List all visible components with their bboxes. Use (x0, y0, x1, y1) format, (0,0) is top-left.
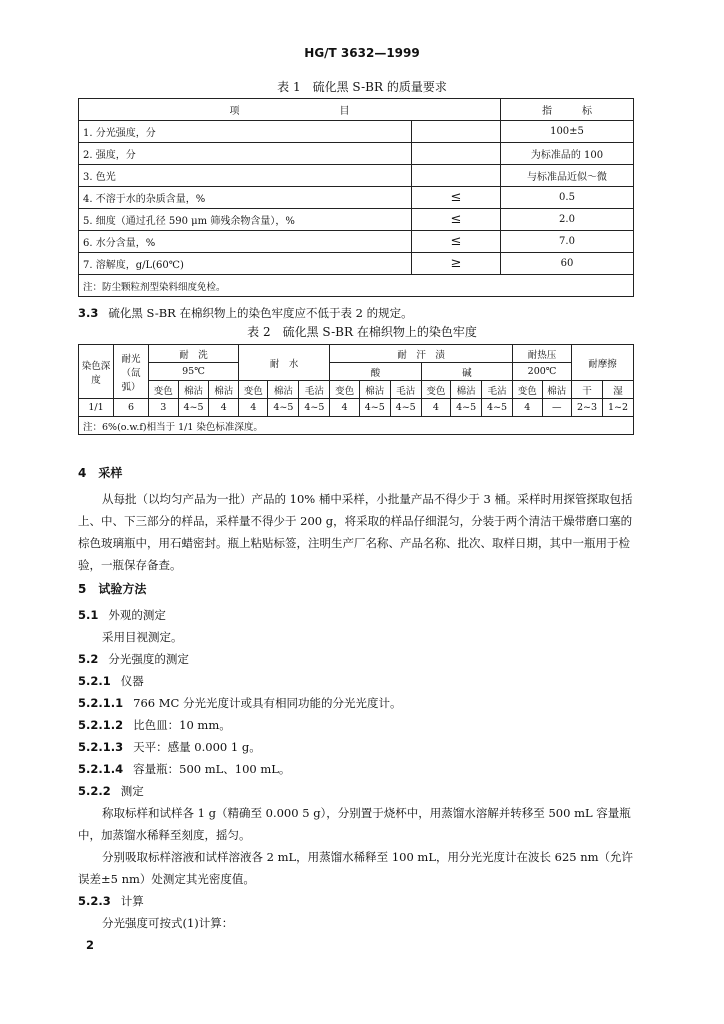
table-row: 2. 强度，分 为标准品的 100 (79, 143, 634, 165)
section-5-2-2: 5.2.2 测定 (78, 784, 144, 798)
table-header-row (79, 363, 634, 381)
standard-header: HG/T 3632—1999 (304, 46, 420, 60)
header-wash-temp: 95℃ (149, 363, 239, 381)
header-alkali: 碱 (421, 363, 512, 381)
table1-caption: 表 1 硫化黑 S-BR 的质量要求 (277, 80, 447, 94)
table2-note: 注：6%(o.w.f)相当于 1/1 染色标准深度。 (79, 417, 634, 435)
table2-caption: 表 2 硫化黑 S-BR 在棉织物上的染色牢度 (247, 325, 477, 339)
table-row: 1/1 6 3 4~5 4 4 4~5 4~5 4 4~5 4~5 4 4~5 4~5 4 — 2~3 1~2 (79, 399, 634, 417)
header-heat-temp: 200℃ (513, 363, 572, 381)
section-5-2-1-2: 5.2.1.2 比色皿：10 mm。 (78, 718, 231, 732)
section-5-2-3: 5.2.3 计算 (78, 894, 144, 908)
table-note-row (79, 417, 634, 435)
section-4-title: 4 采样 (78, 466, 123, 480)
section-5-2-1: 5.2.1 仪器 (78, 674, 144, 688)
table1-note: 注：防尘颗粒剂型染料细度免检。 (79, 275, 634, 297)
section-5-2-1-3: 5.2.1.3 天平：感量 0.000 1 g。 (78, 740, 261, 754)
color-fastness-table (78, 344, 634, 435)
header-item: 项 目 (79, 99, 501, 121)
quality-requirements-table (78, 98, 634, 297)
table-subheader-row: 变色 棉沾 棉沾 变色 棉沾 毛沾 变色 棉沾 毛沾 变色 棉沾 毛沾 变色 棉沾 干 湿 (79, 381, 634, 399)
section-5-2: 5.2 分光强度的测定 (78, 652, 189, 666)
table-row: 3. 色光 与标准品近似～微 (79, 165, 634, 187)
header-acid: 酸 (330, 363, 421, 381)
table-row: 1. 分光强度，分 100±5 (79, 121, 634, 143)
header-depth: 染色深度 (79, 345, 114, 399)
table-row: 5. 细度（通过孔径 590 μm 筛残余物含量），% ≤ 2.0 (79, 209, 634, 231)
table-row: 4. 不溶于水的杂质含量，% ≤ 0.5 (79, 187, 634, 209)
table-note-row (79, 275, 634, 297)
table-header-row (79, 99, 634, 121)
header-light: 耐光（氙弧） (114, 345, 149, 399)
section-5-2-3-paragraph: 分光强度可按式(1)计算： (102, 916, 234, 930)
section-3-3: 3.3 硫化黑 S-BR 在棉织物上的染色牢度应不低于表 2 的规定。 (78, 306, 413, 320)
section-5-title: 5 试验方法 (78, 582, 147, 596)
section-5-2-1-1: 5.2.1.1 766 MC 分光光度计或具有相同功能的分光光度计。 (78, 696, 402, 710)
section-5-1-text: 采用目视测定。 (102, 630, 183, 644)
header-wash: 耐 洗 (149, 345, 239, 363)
section-5-2-1-4: 5.2.1.4 容量瓶：500 mL、100 mL。 (78, 762, 291, 776)
section-5-1: 5.1 外观的测定 (78, 608, 166, 622)
header-heat: 耐热压 (513, 345, 572, 363)
header-rub: 耐摩擦 (572, 345, 634, 381)
header-sweat: 耐 汗 渍 (330, 345, 513, 363)
page-number: 2 (86, 938, 95, 952)
header-value: 指 标 (501, 99, 634, 121)
section-5-2-2-paragraph-2: 分别吸取标样溶液和试样溶液各 2 mL，用蒸馏水稀释至 100 mL，用分光光度计在波长 625 nm（允许误差±5 nm）处测定其光密度值。 (78, 850, 634, 886)
table-header-row (79, 345, 634, 363)
section-4-paragraph: 从每批（以均匀产品为一批）产品的 10% 桶中采样，小批量产品不得少于 3 桶。采样时用探管探取包括上、中、下三部分的样品，采样量不得少于 200 g，将采取的样品仔细混匀，分装于两个清洁干燥带磨口塞的棕色玻璃瓶中，用石蜡密封。瓶上粘贴标签，注明生产厂名称、产品名称、批次、取样日期，其中一瓶用于检验，一瓶保存备查。 (78, 492, 633, 572)
section-5-2-2-paragraph-1: 称取标样和试样各 1 g（精确至 0.000 5 g），分别置于烧杯中，用蒸馏水溶解并转移至 500 mL 容量瓶中，加蒸馏水稀释至刻度，摇匀。 (78, 806, 631, 842)
table-row: 7. 溶解度，g/L(60℃) ≥ 60 (79, 253, 634, 275)
table-row: 6. 水分含量，% ≤ 7.0 (79, 231, 634, 253)
header-water: 耐 水 (238, 345, 329, 381)
